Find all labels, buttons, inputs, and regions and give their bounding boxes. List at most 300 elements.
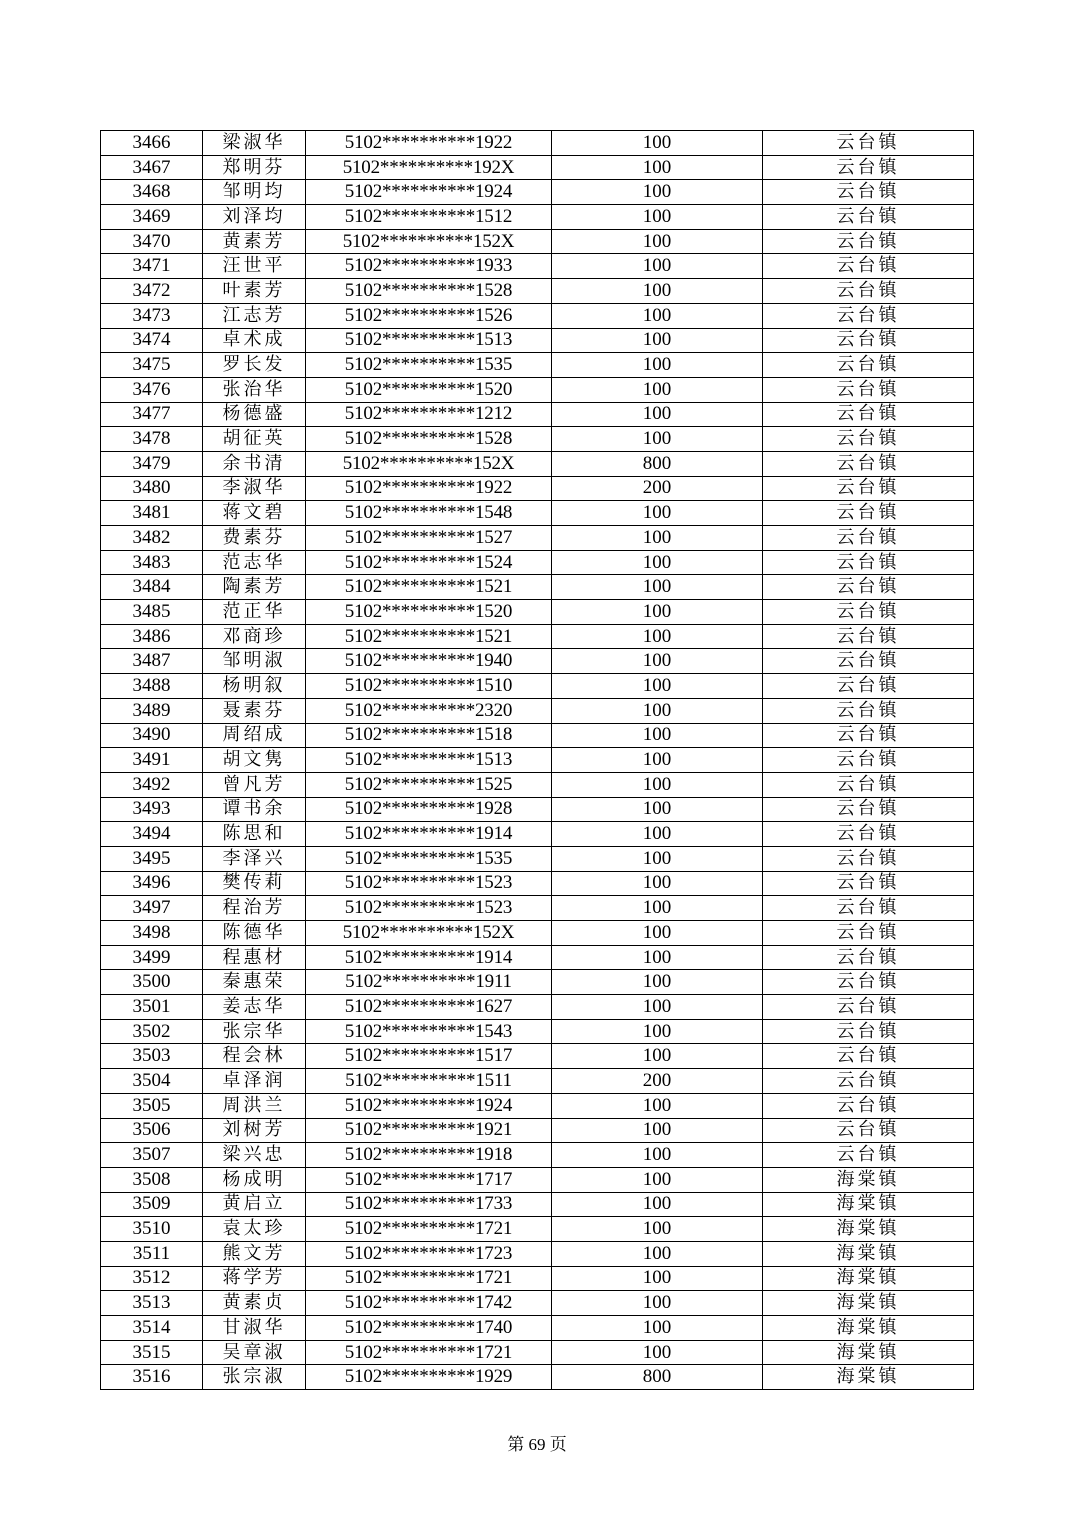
id-number-cell: 5102**********1524	[306, 550, 552, 575]
row-number-cell: 3508	[101, 1167, 203, 1192]
id-number-cell: 5102**********1721	[306, 1217, 552, 1242]
id-number-cell: 5102**********1535	[306, 353, 552, 378]
id-number-cell: 5102**********1548	[306, 501, 552, 526]
amount-cell: 100	[552, 303, 763, 328]
row-number-cell: 3476	[101, 377, 203, 402]
row-number-cell: 3514	[101, 1316, 203, 1341]
table-row	[101, 402, 974, 427]
amount-cell: 100	[552, 254, 763, 279]
row-number-cell: 3500	[101, 970, 203, 995]
name-cell: 谭书余	[203, 797, 306, 822]
id-number-cell: 5102**********2320	[306, 698, 552, 723]
table-row	[101, 1167, 974, 1192]
town-cell: 云台镇	[763, 698, 974, 723]
amount-cell: 100	[552, 871, 763, 896]
row-number-cell: 3469	[101, 205, 203, 230]
town-cell: 云台镇	[763, 1093, 974, 1118]
town-cell: 云台镇	[763, 575, 974, 600]
page-number: 第 69 页	[507, 1435, 567, 1454]
amount-cell: 100	[552, 600, 763, 625]
row-number-cell: 3516	[101, 1365, 203, 1390]
row-number-cell: 3466	[101, 131, 203, 156]
table-row	[101, 180, 974, 205]
name-cell: 胡征英	[203, 427, 306, 452]
row-number-cell: 3467	[101, 155, 203, 180]
row-number-cell: 3473	[101, 303, 203, 328]
name-cell: 杨明叙	[203, 674, 306, 699]
table-row	[101, 772, 974, 797]
amount-cell: 800	[552, 451, 763, 476]
table-row	[101, 600, 974, 625]
id-number-cell: 5102**********152X	[306, 229, 552, 254]
table-row	[101, 1365, 974, 1390]
id-number-cell: 5102**********1922	[306, 131, 552, 156]
name-cell: 范志华	[203, 550, 306, 575]
town-cell: 云台镇	[763, 303, 974, 328]
id-number-cell: 5102**********1717	[306, 1167, 552, 1192]
table-row	[101, 871, 974, 896]
table-row	[101, 698, 974, 723]
amount-cell: 100	[552, 1019, 763, 1044]
table-row	[101, 649, 974, 674]
name-cell: 梁淑华	[203, 131, 306, 156]
table-row	[101, 451, 974, 476]
row-number-cell: 3479	[101, 451, 203, 476]
town-cell: 云台镇	[763, 377, 974, 402]
row-number-cell: 3495	[101, 846, 203, 871]
table-row	[101, 476, 974, 501]
table-row	[101, 1266, 974, 1291]
town-cell: 云台镇	[763, 649, 974, 674]
town-cell: 云台镇	[763, 476, 974, 501]
amount-cell: 100	[552, 970, 763, 995]
name-cell: 蒋学芳	[203, 1266, 306, 1291]
row-number-cell: 3512	[101, 1266, 203, 1291]
row-number-cell: 3492	[101, 772, 203, 797]
row-number-cell: 3510	[101, 1217, 203, 1242]
name-cell: 秦惠荣	[203, 970, 306, 995]
id-number-cell: 5102**********1523	[306, 896, 552, 921]
amount-cell: 100	[552, 1340, 763, 1365]
amount-cell: 100	[552, 526, 763, 551]
row-number-cell: 3490	[101, 723, 203, 748]
id-number-cell: 5102**********1911	[306, 970, 552, 995]
table-row	[101, 131, 974, 156]
id-number-cell: 5102**********1212	[306, 402, 552, 427]
data-table	[100, 130, 974, 1390]
table-row	[101, 995, 974, 1020]
row-number-cell: 3484	[101, 575, 203, 600]
amount-cell: 200	[552, 1069, 763, 1094]
amount-cell: 100	[552, 1266, 763, 1291]
name-cell: 程会林	[203, 1044, 306, 1069]
id-number-cell: 5102**********192X	[306, 155, 552, 180]
table-row	[101, 303, 974, 328]
name-cell: 卓泽润	[203, 1069, 306, 1094]
row-number-cell: 3488	[101, 674, 203, 699]
row-number-cell: 3482	[101, 526, 203, 551]
amount-cell: 100	[552, 1217, 763, 1242]
name-cell: 李泽兴	[203, 846, 306, 871]
table-row	[101, 1069, 974, 1094]
town-cell: 云台镇	[763, 674, 974, 699]
amount-cell: 100	[552, 155, 763, 180]
amount-cell: 100	[552, 649, 763, 674]
town-cell: 云台镇	[763, 846, 974, 871]
id-number-cell: 5102**********1922	[306, 476, 552, 501]
id-number-cell: 5102**********1528	[306, 279, 552, 304]
amount-cell: 100	[552, 945, 763, 970]
id-number-cell: 5102**********1914	[306, 945, 552, 970]
town-cell: 云台镇	[763, 550, 974, 575]
town-cell: 云台镇	[763, 501, 974, 526]
amount-cell: 100	[552, 674, 763, 699]
id-number-cell: 5102**********1627	[306, 995, 552, 1020]
table-row	[101, 1192, 974, 1217]
table-row	[101, 1093, 974, 1118]
row-number-cell: 3494	[101, 822, 203, 847]
table-row	[101, 1019, 974, 1044]
table-row	[101, 797, 974, 822]
name-cell: 邹明淑	[203, 649, 306, 674]
row-number-cell: 3509	[101, 1192, 203, 1217]
amount-cell: 100	[552, 698, 763, 723]
name-cell: 樊传莉	[203, 871, 306, 896]
amount-cell: 100	[552, 846, 763, 871]
row-number-cell: 3506	[101, 1118, 203, 1143]
amount-cell: 100	[552, 377, 763, 402]
id-number-cell: 5102**********1733	[306, 1192, 552, 1217]
amount-cell: 100	[552, 501, 763, 526]
town-cell: 云台镇	[763, 526, 974, 551]
town-cell: 云台镇	[763, 451, 974, 476]
row-number-cell: 3485	[101, 600, 203, 625]
table-row	[101, 1118, 974, 1143]
id-number-cell: 5102**********1521	[306, 575, 552, 600]
id-number-cell: 5102**********1914	[306, 822, 552, 847]
row-number-cell: 3481	[101, 501, 203, 526]
row-number-cell: 3499	[101, 945, 203, 970]
id-number-cell: 5102**********1527	[306, 526, 552, 551]
amount-cell: 100	[552, 1241, 763, 1266]
amount-cell: 100	[552, 205, 763, 230]
row-number-cell: 3468	[101, 180, 203, 205]
town-cell: 海棠镇	[763, 1291, 974, 1316]
id-number-cell: 5102**********1723	[306, 1241, 552, 1266]
row-number-cell: 3491	[101, 748, 203, 773]
amount-cell: 100	[552, 1044, 763, 1069]
row-number-cell: 3496	[101, 871, 203, 896]
table-row	[101, 822, 974, 847]
row-number-cell: 3477	[101, 402, 203, 427]
row-number-cell: 3501	[101, 995, 203, 1020]
town-cell: 云台镇	[763, 427, 974, 452]
town-cell: 云台镇	[763, 600, 974, 625]
amount-cell: 100	[552, 402, 763, 427]
name-cell: 程治芳	[203, 896, 306, 921]
table-row	[101, 427, 974, 452]
row-number-cell: 3504	[101, 1069, 203, 1094]
id-number-cell: 5102**********1528	[306, 427, 552, 452]
name-cell: 张宗华	[203, 1019, 306, 1044]
name-cell: 张治华	[203, 377, 306, 402]
town-cell: 云台镇	[763, 402, 974, 427]
name-cell: 杨成明	[203, 1167, 306, 1192]
row-number-cell: 3486	[101, 624, 203, 649]
row-number-cell: 3513	[101, 1291, 203, 1316]
amount-cell: 100	[552, 1291, 763, 1316]
town-cell: 云台镇	[763, 1118, 974, 1143]
table-row	[101, 970, 974, 995]
row-number-cell: 3475	[101, 353, 203, 378]
amount-cell: 100	[552, 1143, 763, 1168]
town-cell: 云台镇	[763, 353, 974, 378]
town-cell: 云台镇	[763, 748, 974, 773]
id-number-cell: 5102**********1918	[306, 1143, 552, 1168]
row-number-cell: 3497	[101, 896, 203, 921]
id-number-cell: 5102**********1513	[306, 328, 552, 353]
row-number-cell: 3515	[101, 1340, 203, 1365]
amount-cell: 100	[552, 723, 763, 748]
town-cell: 云台镇	[763, 180, 974, 205]
name-cell: 罗长发	[203, 353, 306, 378]
amount-cell: 100	[552, 353, 763, 378]
row-number-cell: 3470	[101, 229, 203, 254]
amount-cell: 100	[552, 822, 763, 847]
town-cell: 海棠镇	[763, 1365, 974, 1390]
id-number-cell: 5102**********1543	[306, 1019, 552, 1044]
town-cell: 云台镇	[763, 1019, 974, 1044]
amount-cell: 100	[552, 995, 763, 1020]
id-number-cell: 5102**********1742	[306, 1291, 552, 1316]
id-number-cell: 5102**********1721	[306, 1266, 552, 1291]
row-number-cell: 3503	[101, 1044, 203, 1069]
table-row	[101, 846, 974, 871]
name-cell: 熊文芳	[203, 1241, 306, 1266]
id-number-cell: 5102**********1526	[306, 303, 552, 328]
table-row	[101, 921, 974, 946]
table-row	[101, 205, 974, 230]
id-number-cell: 5102**********1921	[306, 1118, 552, 1143]
name-cell: 刘树芳	[203, 1118, 306, 1143]
name-cell: 黄素芳	[203, 229, 306, 254]
name-cell: 陈思和	[203, 822, 306, 847]
amount-cell: 100	[552, 427, 763, 452]
town-cell: 云台镇	[763, 229, 974, 254]
town-cell: 云台镇	[763, 205, 974, 230]
name-cell: 范正华	[203, 600, 306, 625]
row-number-cell: 3480	[101, 476, 203, 501]
row-number-cell: 3498	[101, 921, 203, 946]
town-cell: 云台镇	[763, 723, 974, 748]
table-row	[101, 748, 974, 773]
amount-cell: 100	[552, 279, 763, 304]
name-cell: 陶素芳	[203, 575, 306, 600]
id-number-cell: 5102**********1520	[306, 377, 552, 402]
name-cell: 刘泽均	[203, 205, 306, 230]
id-number-cell: 5102**********152X	[306, 921, 552, 946]
amount-cell: 100	[552, 797, 763, 822]
name-cell: 周洪兰	[203, 1093, 306, 1118]
town-cell: 云台镇	[763, 797, 974, 822]
name-cell: 杨德盛	[203, 402, 306, 427]
row-number-cell: 3478	[101, 427, 203, 452]
name-cell: 江志芳	[203, 303, 306, 328]
amount-cell: 100	[552, 921, 763, 946]
id-number-cell: 5102**********152X	[306, 451, 552, 476]
name-cell: 姜志华	[203, 995, 306, 1020]
amount-cell: 100	[552, 896, 763, 921]
amount-cell: 100	[552, 180, 763, 205]
row-number-cell: 3487	[101, 649, 203, 674]
row-number-cell: 3505	[101, 1093, 203, 1118]
amount-cell: 800	[552, 1365, 763, 1390]
table-row	[101, 1340, 974, 1365]
table-row	[101, 279, 974, 304]
name-cell: 张宗淑	[203, 1365, 306, 1390]
table-row	[101, 254, 974, 279]
town-cell: 云台镇	[763, 1143, 974, 1168]
amount-cell: 100	[552, 1118, 763, 1143]
town-cell: 云台镇	[763, 131, 974, 156]
id-number-cell: 5102**********1525	[306, 772, 552, 797]
id-number-cell: 5102**********1512	[306, 205, 552, 230]
id-number-cell: 5102**********1929	[306, 1365, 552, 1390]
town-cell: 云台镇	[763, 995, 974, 1020]
amount-cell: 100	[552, 575, 763, 600]
id-number-cell: 5102**********1521	[306, 624, 552, 649]
town-cell: 云台镇	[763, 871, 974, 896]
id-number-cell: 5102**********1511	[306, 1069, 552, 1094]
row-number-cell: 3483	[101, 550, 203, 575]
amount-cell: 100	[552, 748, 763, 773]
id-number-cell: 5102**********1510	[306, 674, 552, 699]
name-cell: 汪世平	[203, 254, 306, 279]
table-row	[101, 945, 974, 970]
amount-cell: 100	[552, 328, 763, 353]
row-number-cell: 3474	[101, 328, 203, 353]
table-row	[101, 1291, 974, 1316]
amount-cell: 100	[552, 1316, 763, 1341]
amount-cell: 100	[552, 1167, 763, 1192]
town-cell: 云台镇	[763, 1044, 974, 1069]
name-cell: 邓商珍	[203, 624, 306, 649]
id-number-cell: 5102**********1928	[306, 797, 552, 822]
table-body	[101, 131, 974, 1390]
town-cell: 云台镇	[763, 254, 974, 279]
town-cell: 云台镇	[763, 921, 974, 946]
name-cell: 袁太珍	[203, 1217, 306, 1242]
name-cell: 曾凡芳	[203, 772, 306, 797]
id-number-cell: 5102**********1518	[306, 723, 552, 748]
name-cell: 卓术成	[203, 328, 306, 353]
name-cell: 甘淑华	[203, 1316, 306, 1341]
table-row	[101, 501, 974, 526]
town-cell: 云台镇	[763, 772, 974, 797]
name-cell: 吴章淑	[203, 1340, 306, 1365]
table-row	[101, 1044, 974, 1069]
name-cell: 周绍成	[203, 723, 306, 748]
name-cell: 陈德华	[203, 921, 306, 946]
table-row	[101, 526, 974, 551]
amount-cell: 100	[552, 624, 763, 649]
town-cell: 海棠镇	[763, 1192, 974, 1217]
name-cell: 叶素芳	[203, 279, 306, 304]
name-cell: 程惠材	[203, 945, 306, 970]
table-row	[101, 229, 974, 254]
name-cell: 梁兴忠	[203, 1143, 306, 1168]
table-row	[101, 155, 974, 180]
name-cell: 聂素芬	[203, 698, 306, 723]
table-row	[101, 674, 974, 699]
amount-cell: 100	[552, 131, 763, 156]
name-cell: 郑明芬	[203, 155, 306, 180]
table-row	[101, 723, 974, 748]
id-number-cell: 5102**********1523	[306, 871, 552, 896]
id-number-cell: 5102**********1513	[306, 748, 552, 773]
id-number-cell: 5102**********1924	[306, 180, 552, 205]
table-row	[101, 1217, 974, 1242]
name-cell: 邹明均	[203, 180, 306, 205]
amount-cell: 100	[552, 550, 763, 575]
table-row	[101, 353, 974, 378]
table-row	[101, 377, 974, 402]
name-cell: 黄启立	[203, 1192, 306, 1217]
town-cell: 云台镇	[763, 155, 974, 180]
amount-cell: 100	[552, 1093, 763, 1118]
name-cell: 蒋文碧	[203, 501, 306, 526]
town-cell: 海棠镇	[763, 1217, 974, 1242]
table-row	[101, 328, 974, 353]
town-cell: 云台镇	[763, 896, 974, 921]
table-row	[101, 1316, 974, 1341]
table-row	[101, 550, 974, 575]
town-cell: 云台镇	[763, 970, 974, 995]
town-cell: 云台镇	[763, 624, 974, 649]
amount-cell: 200	[552, 476, 763, 501]
id-number-cell: 5102**********1520	[306, 600, 552, 625]
id-number-cell: 5102**********1535	[306, 846, 552, 871]
id-number-cell: 5102**********1517	[306, 1044, 552, 1069]
id-number-cell: 5102**********1940	[306, 649, 552, 674]
name-cell: 费素芬	[203, 526, 306, 551]
town-cell: 云台镇	[763, 1069, 974, 1094]
table-row	[101, 1143, 974, 1168]
amount-cell: 100	[552, 229, 763, 254]
id-number-cell: 5102**********1924	[306, 1093, 552, 1118]
row-number-cell: 3502	[101, 1019, 203, 1044]
amount-cell: 100	[552, 772, 763, 797]
table-row	[101, 575, 974, 600]
row-number-cell: 3507	[101, 1143, 203, 1168]
id-number-cell: 5102**********1933	[306, 254, 552, 279]
id-number-cell: 5102**********1740	[306, 1316, 552, 1341]
row-number-cell: 3511	[101, 1241, 203, 1266]
town-cell: 云台镇	[763, 945, 974, 970]
amount-cell: 100	[552, 1192, 763, 1217]
table-row	[101, 896, 974, 921]
table-row	[101, 1241, 974, 1266]
row-number-cell: 3489	[101, 698, 203, 723]
row-number-cell: 3472	[101, 279, 203, 304]
row-number-cell: 3493	[101, 797, 203, 822]
row-number-cell: 3471	[101, 254, 203, 279]
town-cell: 海棠镇	[763, 1316, 974, 1341]
name-cell: 余书清	[203, 451, 306, 476]
id-number-cell: 5102**********1721	[306, 1340, 552, 1365]
name-cell: 胡文隽	[203, 748, 306, 773]
name-cell: 黄素贞	[203, 1291, 306, 1316]
